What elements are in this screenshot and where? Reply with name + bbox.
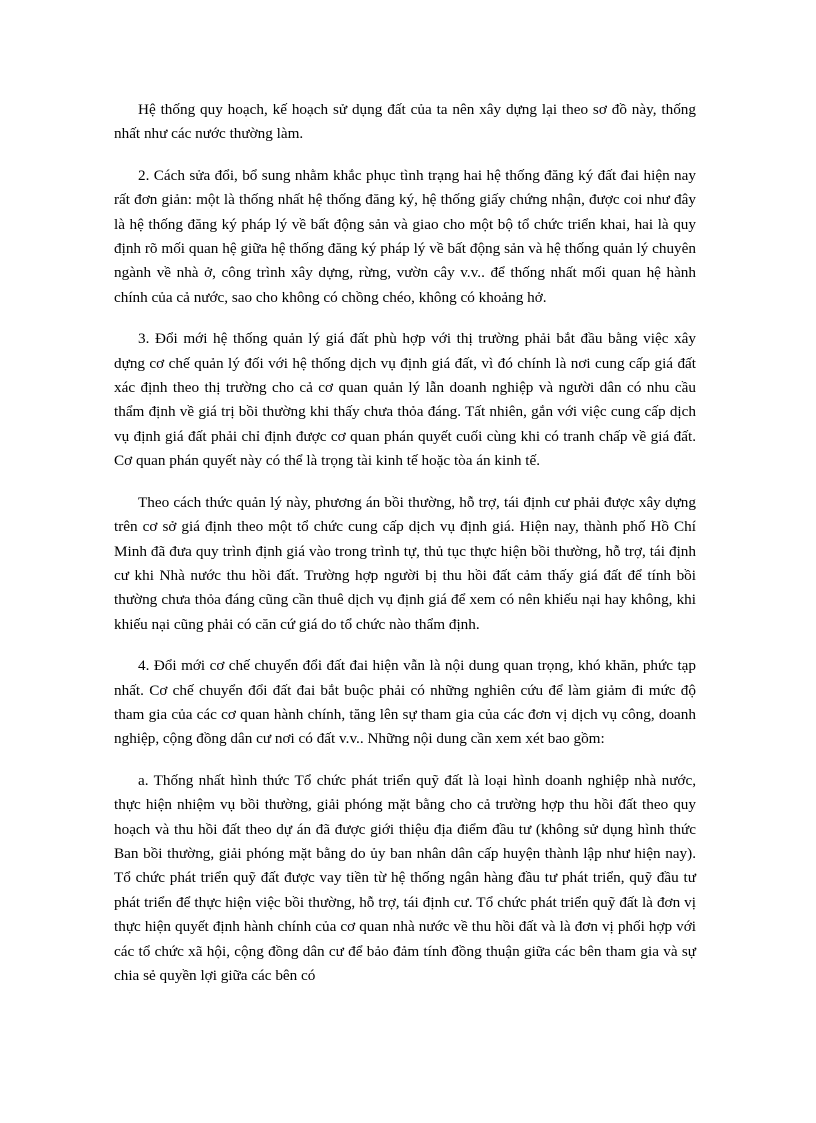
- document-body: [114, 98, 696, 1005]
- paragraph-land-planning: Hệ thống quy hoạch, kế hoạch sử dụng đất của ta nên xây dựng lại theo sơ đồ này, thống nhất như các nước thường làm.: [114, 101, 696, 143]
- paragraph-land-conversion: 4. Đổi mới cơ chế chuyển đổi đất đai hiện vẫn là nội dung quan trọng, khó khăn, phức tạp nhất. Cơ chế chuyển đổi đất đai bắt buộc phải có những nghiên cứu để làm giảm đi mức độ tham gia của các cơ quan hành chính, tăng lên sự tham gia của các đơn vị dịch vụ công, doanh nghiệp, cộng đồng dân cư nơi có đất v.v.. Những nội dung cần xem xét bao gồm:: [114, 657, 696, 748]
- paragraph-land-fund-organization: a. Thống nhất hình thức Tổ chức phát triển quỹ đất là loại hình doanh nghiệp nhà nước, thực hiện nhiệm vụ bồi thường, giải phóng mặt bằng cho cả trường hợp thu hồi đất theo quy hoạch và thu hồi đất theo dự án đã được giới thiệu địa điểm đầu tư (không sử dụng hình thức Ban bồi thường, giải phóng mặt bằng do ủy ban nhân dân cấp huyện thành lập như hiện nay). Tổ chức phát triển quỹ đất được vay tiền từ hệ thống ngân hàng đầu tư phát triển, quỹ đầu tư phát triển để thực hiện việc bồi thường, hỗ trợ, tái định cư. Tổ chức phát triển quỹ đất là đơn vị thực hiện quyết định hành chính của cơ quan nhà nước về thu hồi đất và là đơn vị phối hợp với các tổ chức xã hội, cộng đồng dân cư để bảo đảm tính đồng thuận giữa các bên tham gia và sự chia sẻ quyền lợi giữa các bên có: [114, 771, 696, 984]
- paragraph-registration-system: 2. Cách sửa đổi, bổ sung nhằm khắc phục tình trạng hai hệ thống đăng ký đất đai hiện nay rất đơn giản: một là thống nhất hệ thống đăng ký, hệ thống giấy chứng nhận, được coi như đây là hệ thống đăng ký pháp lý về bất động sản và giao cho một bộ tổ chức triển khai, hai là quy định rõ mối quan hệ giữa hệ thống đăng ký pháp lý về bất động sản và hệ thống quản lý chuyên ngành về nhà ở, công trình xây dựng, rừng, vườn cây v.v.. để thống nhất mối quan hệ hành chính của cả nước, sao cho không có chồng chéo, không có khoảng hở.: [114, 166, 696, 306]
- paragraph-land-price-management: 3. Đổi mới hệ thống quản lý giá đất phù hợp với thị trường phải bắt đầu bằng việc xây dựng cơ chế quản lý đối với hệ thống dịch vụ định giá đất, vì đó chính là nơi cung cấp giá đất xác định theo thị trường cho cả cơ quan quản lý lẫn doanh nghiệp và người dân có nhu cầu thẩm định về giá trị bồi thường khi thấy chưa thỏa đáng. Tất nhiên, gắn với việc cung cấp dịch vụ định giá đất phải chỉ định được cơ quan phán quyết cuối cùng khi có tranh chấp về giá đất. Cơ quan phán quyết này có thể là trọng tài kinh tế hoặc tòa án kinh tế.: [114, 330, 696, 470]
- paragraph-compensation-plan: Theo cách thức quản lý này, phương án bồi thường, hỗ trợ, tái định cư phải được xây dựng trên cơ sở giá định theo một tổ chức cung cấp dịch vụ định giá. Hiện nay, thành phố Hồ Chí Minh đã đưa quy trình định giá vào trong trình tự, thủ tục thực hiện bồi thường, hỗ trợ, tái định cư khi Nhà nước thu hồi đất. Trường hợp người bị thu hồi đất cảm thấy giá đất để tính bồi thường chưa thỏa đáng cũng cần thuê dịch vụ định giá để xem có nên khiếu nại hay không, khi khiếu nại cũng phải có căn cứ giá do tổ chức nào thẩm định.: [114, 493, 696, 633]
